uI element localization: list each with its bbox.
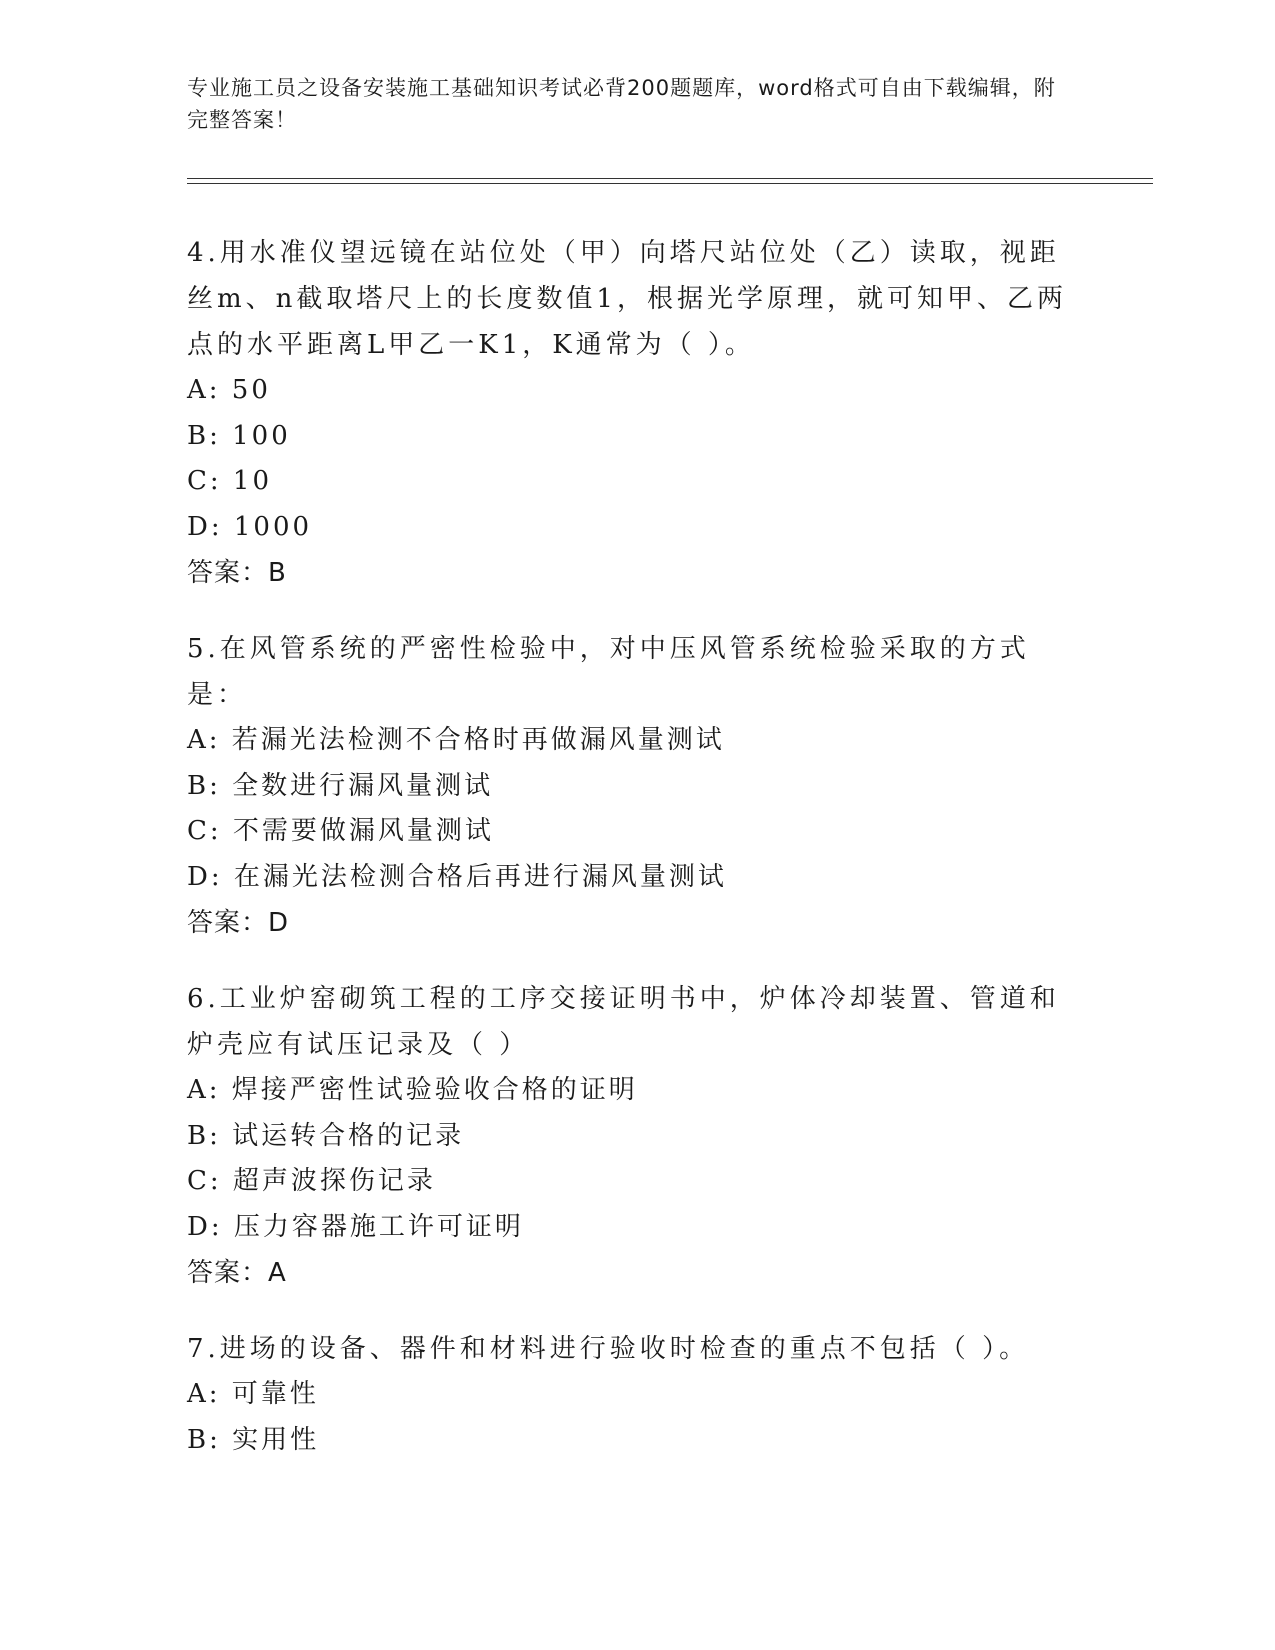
question-list — [187, 230, 1087, 1493]
option-c: C: 超声波探伤记录 — [187, 1166, 436, 1196]
page-header: 专业施工员之设备安装施工基础知识考试必背200题题库，word格式可自由下载编辑，附完整答案！ — [187, 76, 1056, 132]
option-b: B: 实用性 — [187, 1424, 320, 1455]
option-a: A: 50 — [187, 375, 271, 405]
answer-label: 答案：A — [187, 1258, 287, 1288]
question-text: 4.用水准仪望远镜在站位处（甲）向塔尺站位处（乙）读取，视距丝m、n截取塔尺上的长度数值1，根据光学原理，就可知甲、乙两点的水平距离L甲乙一K1，K通常为（ ）。 — [187, 238, 1067, 360]
option-b: B: 全数进行漏风量测试 — [187, 770, 494, 801]
option-c: C: 10 — [187, 466, 273, 496]
option-a: A: 焊接严密性试验验收合格的证明 — [187, 1075, 638, 1105]
question-7 — [187, 1326, 1087, 1463]
answer-label: 答案：B — [187, 558, 287, 588]
option-c: C: 不需要做漏风量测试 — [187, 816, 494, 846]
option-b: B: 100 — [187, 420, 291, 451]
question-4 — [187, 230, 1087, 596]
option-d: D: 在漏光法检测合格后再进行漏风量测试 — [187, 861, 727, 892]
answer-label: 答案：D — [187, 908, 290, 938]
question-text: 7.进场的设备、器件和材料进行验收时检查的重点不包括（ ）。 — [187, 1334, 1030, 1364]
option-a: A: 若漏光法检测不合格时再做漏风量测试 — [187, 725, 725, 755]
option-a: A: 可靠性 — [187, 1379, 319, 1409]
question-5 — [187, 626, 1087, 946]
question-text: 5.在风管系统的严密性检验中，对中压风管系统检验采取的方式是： — [187, 634, 1030, 710]
option-b: B: 试运转合格的记录 — [187, 1120, 465, 1151]
question-text: 6.工业炉窑砌筑工程的工序交接证明书中，炉体冷却装置、管道和炉壳应有试压记录及（ ） — [187, 984, 1060, 1060]
question-6 — [187, 976, 1087, 1296]
option-d: D: 1000 — [187, 511, 313, 542]
option-d: D: 压力容器施工许可证明 — [187, 1211, 524, 1242]
header-divider — [187, 178, 1153, 184]
